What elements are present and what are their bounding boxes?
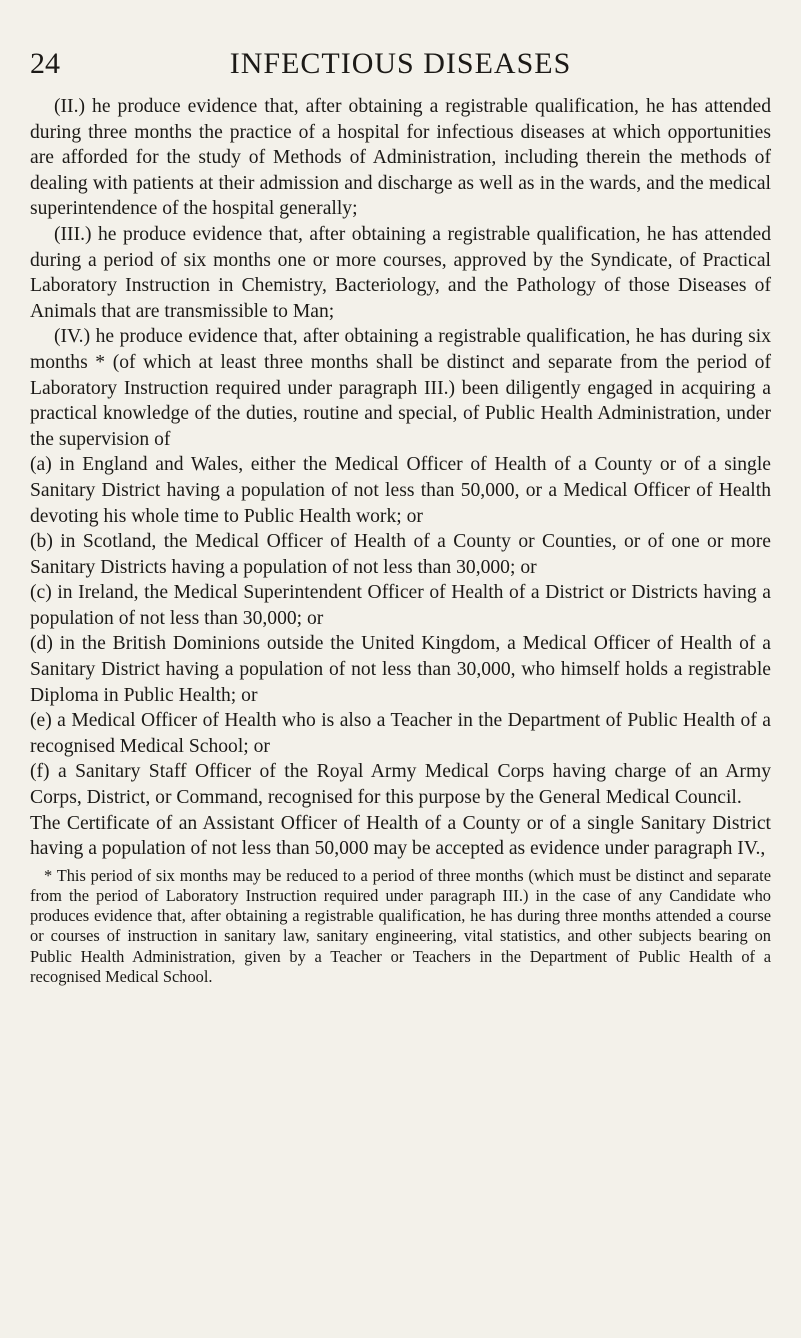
page-header xyxy=(30,44,771,88)
footnote xyxy=(30,866,771,987)
paragraph-ii: (II.) he produce evidence that, after obtaining a registrable qualification, he has attended during three months the practice of a hospital for infectious diseases at which opportunities are afforded for the study of Methods of Administration, including therein the methods of dealing with patients at their admission and discharge as well as in the wards, and the medical superintendence of the hospital generally; xyxy=(30,96,771,220)
certificate-paragraph: The Certificate of an Assistant Officer of Health of a County or of a single Sanitary District having a population of not less than 50,000 may be accepted as evidence under paragraph IV., xyxy=(30,812,771,860)
paragraph-iv: (IV.) he produce evidence that, after obtaining a registrable qualification, he has during six months * (of which at least three months shall be distinct and separate from the period of Laboratory Instruction required under paragraph III.) been diligently engaged in acquiring a practical knowledge of the duties, routine and special, of Public Health Administration, under the supervision of xyxy=(30,326,771,450)
clause-a: (a) in England and Wales, either the Medical Officer of Health of a County or of a single Sanitary District having a population of not less than 50,000, or a Medical Officer of Health devoting his whole time to Public Health work; or xyxy=(30,454,771,527)
paragraph-iii: (III.) he produce evidence that, after obtaining a registrable qualification, he has attended during a period of six months one or more courses, approved by the Syndicate, of Practical Laboratory Instruction in Chemistry, Bacteriology, and the Pathology of those Diseases of Animals that are transmissible to Man; xyxy=(30,223,771,322)
footnote-text: * This period of six months may be reduced to a period of three months (which must be distinct and separate from the period of Laboratory Instruction required under paragraph III.) in the case of any Candidate who produces evidence that, after obtaining a registrable qualification, he has during three months attended a course or courses of instruction in sanitary law, sanitary engineering, vital statistics, and other subjects bearing on Public Health Administration, given by a Teacher or Teachers in the Department of Public Health of a recognised Medical School. xyxy=(30,865,771,986)
page-number: 24 xyxy=(30,47,60,80)
clause-e: (e) a Medical Officer of Health who is also a Teacher in the Department of Public Health of a recognised Medical School; or xyxy=(30,710,771,757)
clause-d: (d) in the British Dominions outside the United Kingdom, a Medical Officer of Health of a Sanitary District having a population of not less than 30,000, who himself holds a registrable Diploma in Public Health; or xyxy=(30,633,771,706)
main-text xyxy=(30,94,771,862)
clause-f: (f) a Sanitary Staff Officer of the Royal Army Medical Corps having charge of an Army Corps, District, or Command, recognised for this purpose by the General Medical Council. xyxy=(30,761,771,809)
clause-b: (b) in Scotland, the Medical Officer of Health of a County or Counties, or of one or more Sanitary Districts having a population of not less than 30,000; or xyxy=(30,531,771,578)
running-title: INFECTIOUS DISEASES xyxy=(229,47,572,80)
clause-c: (c) in Ireland, the Medical Superintendent Officer of Health of a District or Districts having a population of not less than 30,000; or xyxy=(30,582,771,629)
